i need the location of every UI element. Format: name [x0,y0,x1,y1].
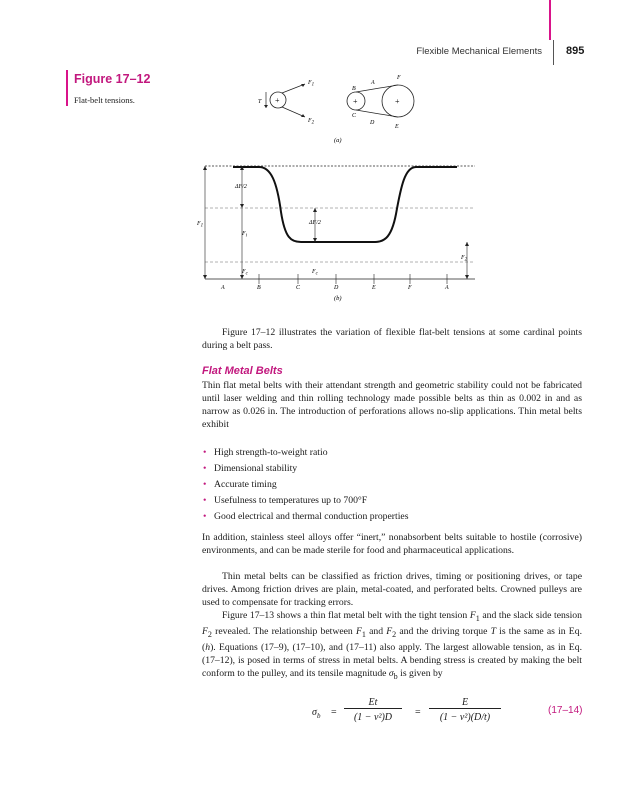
header-divider [553,40,554,65]
label-f1-b [196,221,203,229]
part-a-label: (a) [334,137,342,144]
x-label-d: D [334,285,339,291]
running-header: Flexible Mechanical Elements [416,46,542,57]
x-label-c: C [296,285,301,291]
figure-part-b [195,162,480,302]
page-number: 895 [566,45,585,57]
equation-number: (17–14) [548,705,583,716]
label-f2-a [307,118,315,126]
label-fc-left-sub: c [245,271,248,277]
small-pulley-center: + [353,97,358,106]
tension-curve [233,167,457,242]
f1-sub: 1 [311,82,315,88]
text-run: is the same as in Eq. ( [202,625,582,653]
figure-part-a [250,68,430,148]
fraction-1-numerator: Et [344,697,402,709]
label-fc-mid-sub: c [315,271,318,277]
equation-lhs [312,707,320,720]
label-delta-f-mid-main: ΔF [309,220,317,226]
symbol-sub: 1 [361,629,366,639]
figure-title: Figure 17–12 [74,72,151,86]
fraction-2-denominator: (1 − ν²)(D/t) [439,712,491,723]
point-d-label: D [370,120,375,126]
figure-accent-bar [66,70,68,106]
x-label-f: F [408,285,412,291]
classification-paragraph: Thin metal belts can be classified as friction drives, timing or positioning drives, or tape drives. Among friction drives are plain, metal-coated, and perforated belts. Crowned pulleys are used to compensate for tracking errors. [202,571,582,608]
text-run: Figure 17–13 shows a thin flat metal belt with the tight tension [222,610,470,621]
text-run: is given by [397,667,443,679]
text-run: and [365,625,387,637]
equation-17-14 [312,697,512,727]
large-pulley-center: + [395,97,400,106]
label-delta-f-top-div: /2 [242,184,247,190]
text-run: revealed. The relationship between [211,625,356,637]
figure-caption: Flat-belt tensions. [74,95,135,105]
label-delta-f-top [234,184,247,190]
symbol-f: F [202,625,208,637]
symbol-h: h [205,641,211,653]
torque-arrowhead [264,105,268,108]
symbol-t: T [490,625,496,637]
symbol-sub: 1 [475,613,480,623]
symbol-f: F [355,625,362,637]
x-label-a-end: A [445,285,449,291]
label-fi-main: F [242,231,246,237]
fi-dim-arrow [240,275,244,279]
belt-bottom-span [356,110,398,117]
intro-paragraph: Figure 17–12 illustrates the variation of flexible flat-belt tensions at some cardinal points during a belt pass. [202,327,582,351]
fraction-1-denominator: (1 − ν²)D [353,712,393,723]
section-heading: Flat Metal Belts [202,365,283,377]
torque-label: T [258,99,262,105]
symbol-sigma: σ [388,667,394,679]
label-fc-mid-main: F [312,269,316,275]
point-c-label: C [352,113,357,119]
x-label-b: B [257,285,261,291]
label-f2-b [460,255,468,263]
x-label-a: A [221,285,225,291]
tension-arrow-f2 [282,107,305,117]
label-f1-b-sub: 1 [200,223,204,229]
symbol-f: F [469,610,476,621]
equation-lhs-sub: b [316,712,321,720]
label-f2-b-main: F [461,255,465,261]
fraction-2-numerator: E [429,697,501,709]
list-item: • High strength-to-weight ratio [202,445,582,461]
equals-sign: = [415,707,421,718]
list-item: • Usefulness to temperatures up to 700°F [202,493,582,509]
two-pulley-diagram [347,75,414,130]
pulley-center-mark: + [275,96,280,105]
label-fi-sub: i [245,233,248,239]
equals-sign: = [331,707,337,718]
label-fc-mid [311,269,319,277]
label-f1-a [307,80,314,88]
symbol-sub: 2 [392,629,397,639]
f1-main: F [308,80,312,86]
label-f2-b-sub: 2 [464,257,468,263]
single-pulley-diagram [258,80,315,126]
text-run: and the slack side tension [479,610,582,621]
top-accent-bar [549,0,551,40]
list-item: • Good electrical and thermal conduction properties [202,509,582,525]
x-label-e: E [372,285,376,291]
text-run: ). Equations (17–9), (17–10), and (17–11) also apply. The largest allowable tension, as in Eq. (17–12), is posed in terms of stress in metal belts. A bending stress is created by making the belt conform to the pulley, and its tensile magnitude [202,641,582,679]
list-item: • Dimensional stability [202,461,582,477]
point-a-label: A [371,80,375,86]
symbol-sub: b [393,671,398,681]
properties-list [202,445,582,525]
symbol-sub: 2 [207,629,212,639]
equation-lhs-symbol: σ [312,707,317,718]
metal-belts-paragraph: Thin flat metal belts with their attendant strength and geometric stability could not be fabricated until laser welding and thin rolling technology made possible belts as thin as 0.002 in and as narrow as 0.026 in. The introduction of perforations allows no-slip applications. Thin metal belts exhibit [202,380,582,430]
point-e-label: E [395,124,399,130]
point-b-label: B [352,86,356,92]
label-delta-f-top-main: ΔF [235,184,243,190]
label-fc-left-main: F [242,269,246,275]
belt-top-span [356,85,398,92]
label-f1-b-main: F [197,221,201,227]
point-f-label: F [397,75,401,81]
list-item: • Accurate timing [202,477,582,493]
stainless-paragraph: In addition, stainless steel alloys offer “inert,” nonabsorbent belts suitable to hostile (corrosive) environments, and can be made sterile for food and pharmaceutical applications. [202,532,582,556]
label-delta-f-mid [308,220,321,226]
f2-main: F [308,118,312,124]
text-run: and the driving torque [396,625,491,637]
symbol-f: F [386,625,393,637]
label-delta-f-mid-div: /2 [316,220,321,226]
part-b-label: (b) [334,295,342,302]
figure-13-paragraph [202,609,582,683]
tension-arrow-f1 [282,84,305,93]
f2-sub: 2 [311,120,315,126]
